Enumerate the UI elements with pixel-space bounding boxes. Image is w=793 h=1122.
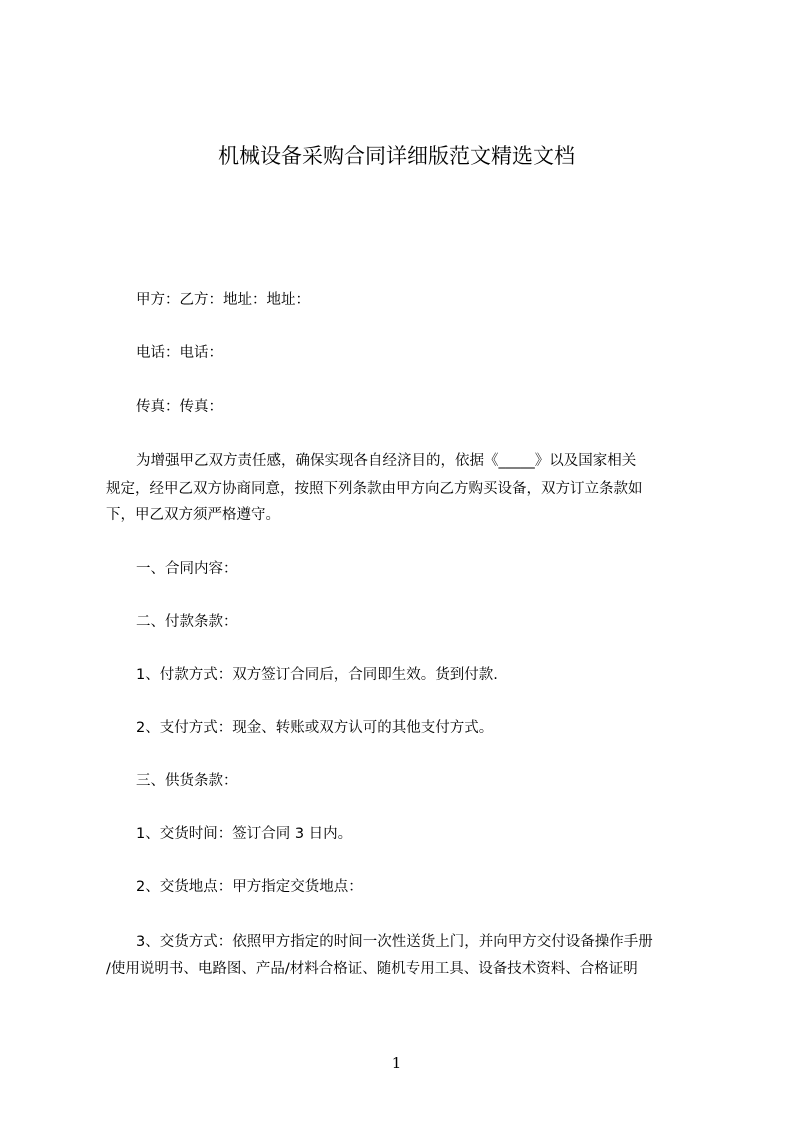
page-number: 1 — [391, 1054, 402, 1072]
section-heading-payment-terms: 二、付款条款： — [136, 614, 238, 630]
party-address-line: 甲方：乙方：地址：地址： — [136, 292, 310, 308]
payment-mode-line: 2、支付方式：现金、转账或双方认可的其他支付方式。 — [136, 720, 494, 736]
delivery-mode-line-2: /使用说明书、电路图、产品/材料合格证、随机专用工具、设备技术资料、合格证明 — [106, 961, 638, 977]
payment-method-line: 1、付款方式：双方签订合同后，合同即生效。货到付款. — [136, 667, 498, 683]
fax-line: 传真：传真： — [136, 399, 223, 415]
phone-line: 电话：电话： — [136, 345, 223, 361]
section-heading-supply-terms: 三、供货条款： — [136, 773, 238, 789]
intro-paragraph-line-1: 为增强甲乙双方责任感，确保实现各自经济目的，依据《_____》以及国家相关 — [136, 453, 637, 469]
document-title: 机械设备采购合同详细版范文精选文档 — [218, 144, 575, 168]
intro-paragraph-line-2: 规定，经甲乙双方协商同意，按照下列条款由甲方向乙方购买设备，双方订立条款如 — [106, 481, 643, 497]
delivery-mode-line-1: 3、交货方式：依照甲方指定的时间一次性送货上门，并向甲方交付设备操作手册 — [136, 934, 653, 950]
delivery-place-line: 2、交货地点：甲方指定交货地点： — [136, 879, 363, 895]
section-heading-contract-content: 一、合同内容： — [136, 561, 238, 577]
delivery-time-line: 1、交货时间：签订合同 3 日内。 — [136, 826, 353, 842]
intro-paragraph-line-3: 下，甲乙双方须严格遵守。 — [106, 507, 280, 523]
